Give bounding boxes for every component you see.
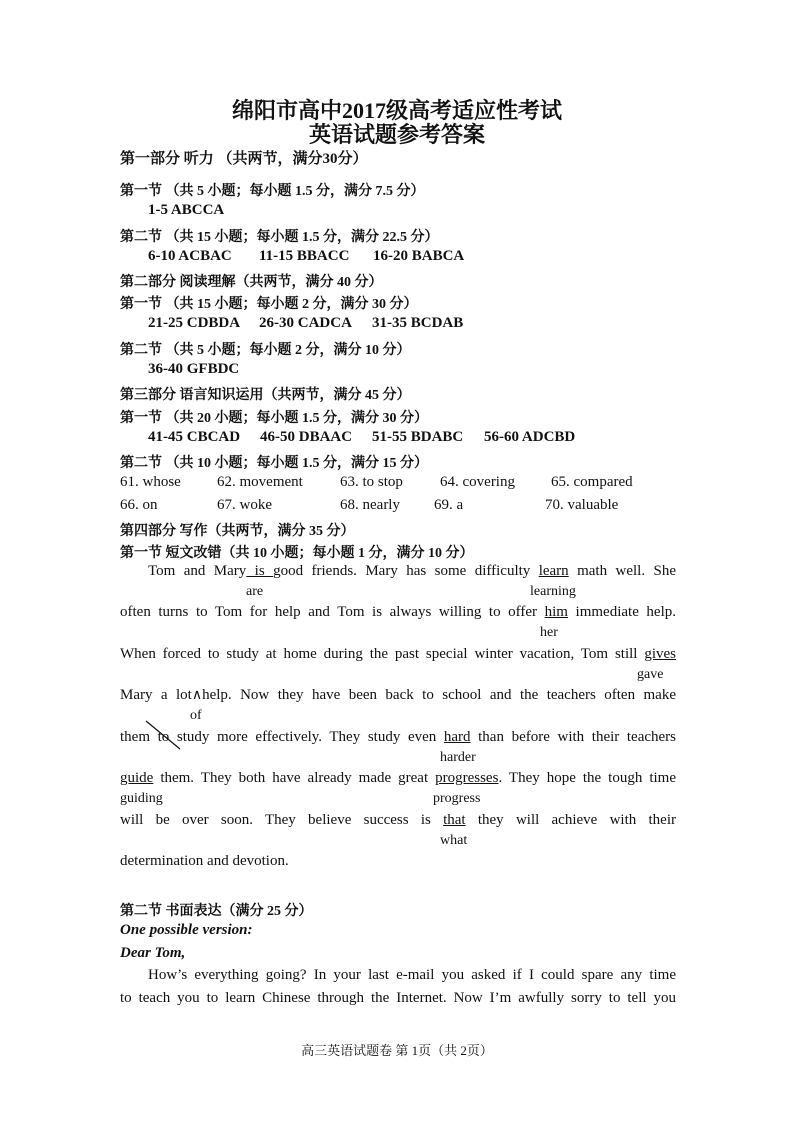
letter-line-2: to teach you to learn Chinese through the Internet. Now I’m awfully sorry to tell you bbox=[120, 990, 676, 1006]
answers-56-60: 56-60 ADCBD bbox=[484, 429, 576, 445]
deletion-strike-mark bbox=[144, 719, 184, 751]
answer-64: 64. covering bbox=[440, 474, 515, 490]
answers-6-10: 6-10 ACBAC bbox=[148, 248, 232, 264]
answers-51-55: 51-55 BDABC bbox=[372, 429, 464, 445]
correction-gave: gave bbox=[637, 667, 664, 682]
answer-67: 67. woke bbox=[217, 497, 272, 513]
insertion-caret: ∧ bbox=[191, 688, 203, 703]
correction-line-2: often turns to Tom for help and Tom is always willing to offer him immediate help. bbox=[120, 604, 676, 620]
page-footer: 高三英语试题卷 第 1页（共 2页） bbox=[301, 1043, 493, 1058]
part2-sec1-heading: 第一节 （共 15 小题；每小题 2 分，满分 30 分） bbox=[120, 297, 418, 312]
correction-line-1: Tom and Mary is good friends. Mary has some difficulty learn math well. She bbox=[148, 563, 676, 579]
answers-21-25: 21-25 CDBDA bbox=[148, 315, 241, 331]
correction-what: what bbox=[440, 833, 468, 848]
sample-version-label: One possible version: bbox=[120, 922, 253, 938]
correction-line-4: Mary a lot∧help. Now they have been back to school and the teachers often make bbox=[120, 687, 676, 703]
correction-harder: harder bbox=[440, 750, 476, 765]
part1-sec1-heading: 第一节 （共 5 小题；每小题 1.5 分，满分 7.5 分） bbox=[120, 184, 425, 199]
part3-heading: 第三部分 语言知识运用（共两节，满分 45 分） bbox=[120, 388, 411, 403]
correction-line-5: them to study more effectively. They study even hard than before with their teachers bbox=[120, 729, 677, 745]
answer-66: 66. on bbox=[120, 497, 158, 513]
part3-sec2-heading: 第二节 （共 10 小题；每小题 1.5 分，满分 15 分） bbox=[120, 456, 428, 471]
letter-salutation: Dear Tom, bbox=[120, 945, 186, 961]
correction-guiding: guiding bbox=[120, 791, 163, 806]
correction-line-6: guide them. They both have already made great progresses. They hope the tough time bbox=[120, 770, 676, 786]
answer-61: 61. whose bbox=[120, 474, 181, 490]
answers-41-45: 41-45 CBCAD bbox=[148, 429, 241, 445]
answer-68: 68. nearly bbox=[340, 497, 400, 513]
correction-learning: learning bbox=[530, 584, 576, 599]
part4-sec2-heading: 第二节 书面表达（满分 25 分） bbox=[120, 904, 313, 919]
part4-heading: 第四部分 写作（共两节，满分 35 分） bbox=[120, 524, 355, 539]
answers-46-50: 46-50 DBAAC bbox=[260, 429, 353, 445]
page-title: 绵阳市高中2017级高考适应性考试 bbox=[231, 98, 562, 123]
letter-line-1: How’s everything going? In your last e-mail you asked if I could spare any time bbox=[148, 967, 676, 983]
correction-progress: progress bbox=[433, 791, 481, 806]
correction-line-3: When forced to study at home during the past special winter vacation, Tom still gives bbox=[120, 646, 676, 662]
part1-sec2-heading: 第二节 （共 15 小题；每小题 1.5 分，满分 22.5 分） bbox=[120, 230, 439, 245]
part2-sec2-heading: 第二节 （共 5 小题；每小题 2 分，满分 10 分） bbox=[120, 343, 411, 358]
correction-line-8: determination and devotion. bbox=[120, 853, 289, 869]
answers-1-5: 1-5 ABCCA bbox=[148, 202, 225, 218]
answer-63: 63. to stop bbox=[340, 474, 403, 490]
page-subtitle: 英语试题参考答案 bbox=[308, 122, 485, 147]
part1-heading: 第一部分 听力 （共两节，满分30分） bbox=[120, 151, 368, 167]
answer-70: 70. valuable bbox=[545, 497, 619, 513]
part2-heading: 第二部分 阅读理解（共两节，满分 40 分） bbox=[120, 275, 383, 290]
answers-31-35: 31-35 BCDAB bbox=[372, 315, 464, 331]
answers-11-15: 11-15 BBACC bbox=[259, 248, 350, 264]
answers-36-40: 36-40 GFBDC bbox=[148, 361, 240, 377]
answer-69: 69. a bbox=[434, 497, 464, 513]
correction-are: are bbox=[246, 584, 264, 599]
answers-16-20: 16-20 BABCA bbox=[373, 248, 465, 264]
correction-line-7: will be over soon. They believe success is that they will achieve with their bbox=[120, 812, 676, 828]
correction-her: her bbox=[540, 625, 558, 640]
correction-of: of bbox=[190, 708, 202, 723]
part3-sec1-heading: 第一节 （共 20 小题；每小题 1.5 分，满分 30 分） bbox=[120, 411, 428, 426]
answers-26-30: 26-30 CADCA bbox=[259, 315, 352, 331]
answer-65: 65. compared bbox=[551, 474, 633, 490]
part4-sec1-heading: 第一节 短文改错（共 10 小题；每小题 1 分，满分 10 分） bbox=[120, 546, 474, 561]
answer-62: 62. movement bbox=[217, 474, 303, 490]
